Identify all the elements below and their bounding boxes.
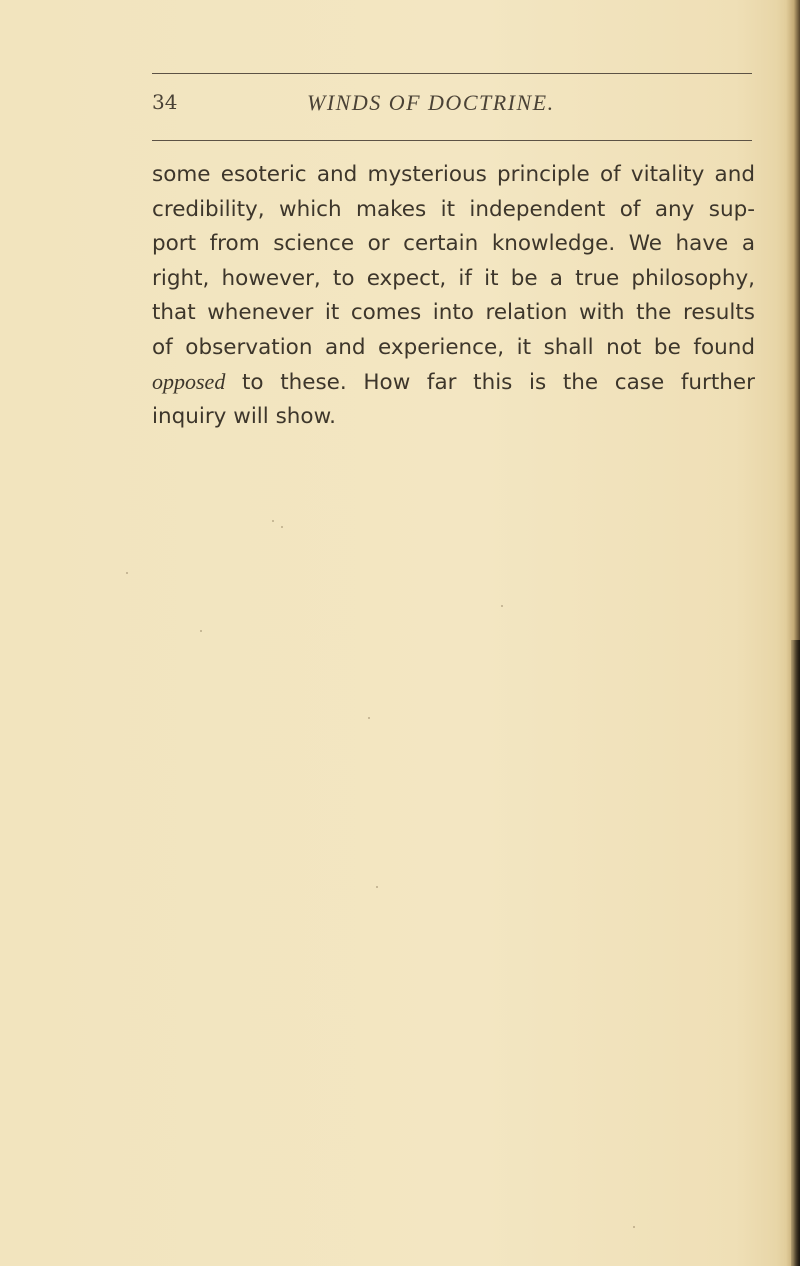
page-number: 34 — [152, 90, 178, 114]
paper-speck — [376, 886, 378, 888]
header-bottom-rule — [152, 140, 752, 141]
paper-speck — [126, 572, 128, 574]
body-paragraph — [152, 158, 755, 434]
paper-speck — [272, 520, 274, 522]
text-line: port from science or certain knowledge. We have a — [152, 231, 755, 256]
paper-speck — [368, 717, 370, 719]
paper-speck — [200, 630, 202, 632]
text-line: of observation and experience, it shall not be found — [152, 334, 755, 360]
text-line-last: inquiry will show. — [152, 403, 337, 429]
text-line: that whenever it comes into relation with the results — [152, 300, 755, 325]
text-line-rest: to these. How far this is the case further — [225, 370, 755, 395]
text-line-emphasis — [152, 365, 755, 400]
text-line: some esoteric and mysterious principle of vitality and — [152, 162, 755, 187]
emphasized-word: opposed — [152, 369, 226, 394]
running-head: WINDS OF DOCTRINE. — [307, 90, 555, 115]
text-line: right, however, to expect, if it be a true philosophy, — [152, 265, 755, 291]
text-line: credibility, which makes it independent of any sup- — [152, 196, 755, 222]
paper-speck — [633, 1226, 635, 1228]
page-edge-binding — [791, 640, 800, 1266]
paper-speck — [281, 526, 283, 528]
paper-speck — [501, 605, 503, 607]
header-top-rule — [152, 73, 752, 74]
page-header — [152, 90, 752, 124]
